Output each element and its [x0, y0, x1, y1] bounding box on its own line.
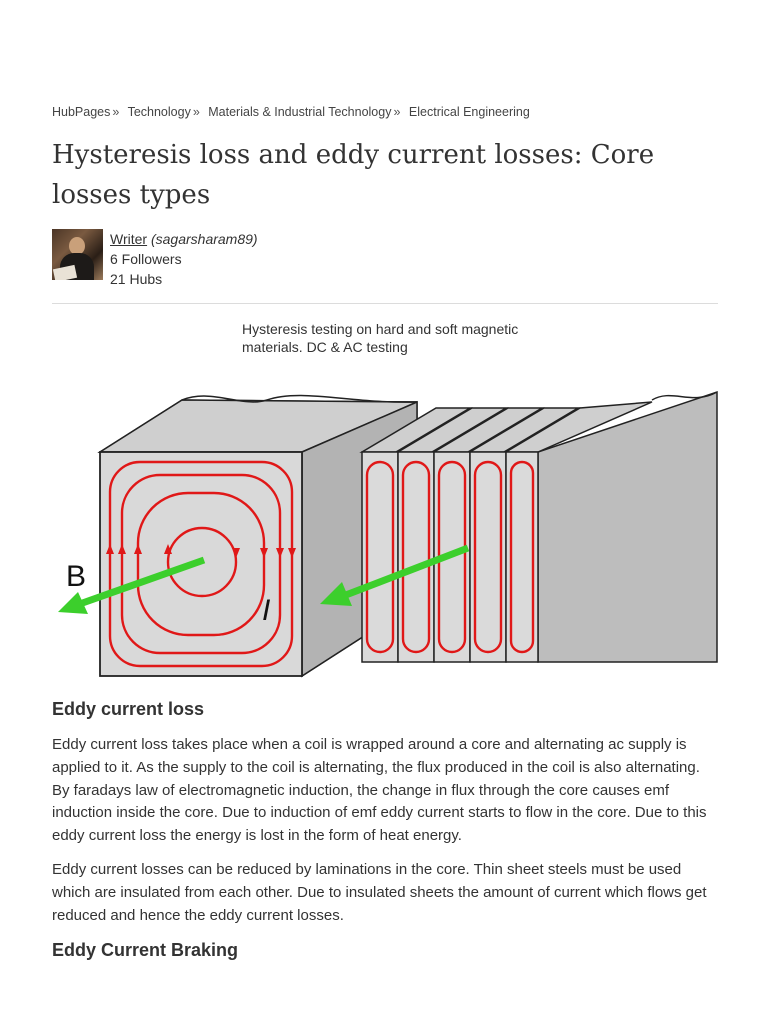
paragraph: Eddy current losses can be reduced by laminations in the core. Thin sheet steels must be used which are insulated from each other. Due to insulated sheets the amount of current which flows get reduced and hence the eddy current losses. [52, 861, 707, 924]
section-heading-eddy-current-loss: Eddy current loss [52, 699, 205, 719]
breadcrumb-separator: » [192, 105, 200, 119]
divider [52, 303, 718, 304]
breadcrumb-item-hubpages[interactable]: HubPages [52, 105, 111, 119]
breadcrumb [52, 105, 530, 119]
author-block [52, 229, 258, 289]
breadcrumb-item-electrical-engineering[interactable]: Electrical Engineering [408, 105, 530, 119]
figure-caption: Hysteresis testing on hard and soft magnetic materials. DC & AC testing [242, 321, 519, 355]
author-hubs: 21 Hubs [110, 271, 163, 287]
breadcrumb-separator: » [393, 105, 401, 119]
avatar[interactable] [52, 229, 103, 280]
page-title: Hysteresis loss and eddy current losses: Core losses types [52, 140, 655, 210]
label-i: I [262, 594, 271, 627]
section-heading-eddy-current-braking: Eddy Current Braking [52, 940, 239, 960]
author-name-link[interactable]: Writer [110, 231, 148, 247]
author-info [110, 229, 258, 289]
paragraph: Eddy current loss takes place when a coil is wrapped around a core and alternating ac supply is applied to it. As the supply to the coil is alternating, the flux produced in the coil is also alternating. By faradays law of electromagnetic induction, the change in flux through the core causes emf induction inside the core. Due to induction of emf eddy current starts to flow in the core. Due to this eddy current loss the energy is lost in the form of heat energy. [52, 736, 707, 845]
breadcrumb-item-technology[interactable]: Technology [127, 105, 191, 119]
author-followers: 6 Followers [110, 251, 182, 267]
eddy-current-figure [52, 378, 718, 678]
breadcrumb-separator: » [112, 105, 120, 119]
breadcrumb-item-materials[interactable]: Materials & Industrial Technology [208, 105, 392, 119]
author-handle: (sagarsharam89) [150, 231, 258, 247]
label-b: B [66, 560, 87, 593]
